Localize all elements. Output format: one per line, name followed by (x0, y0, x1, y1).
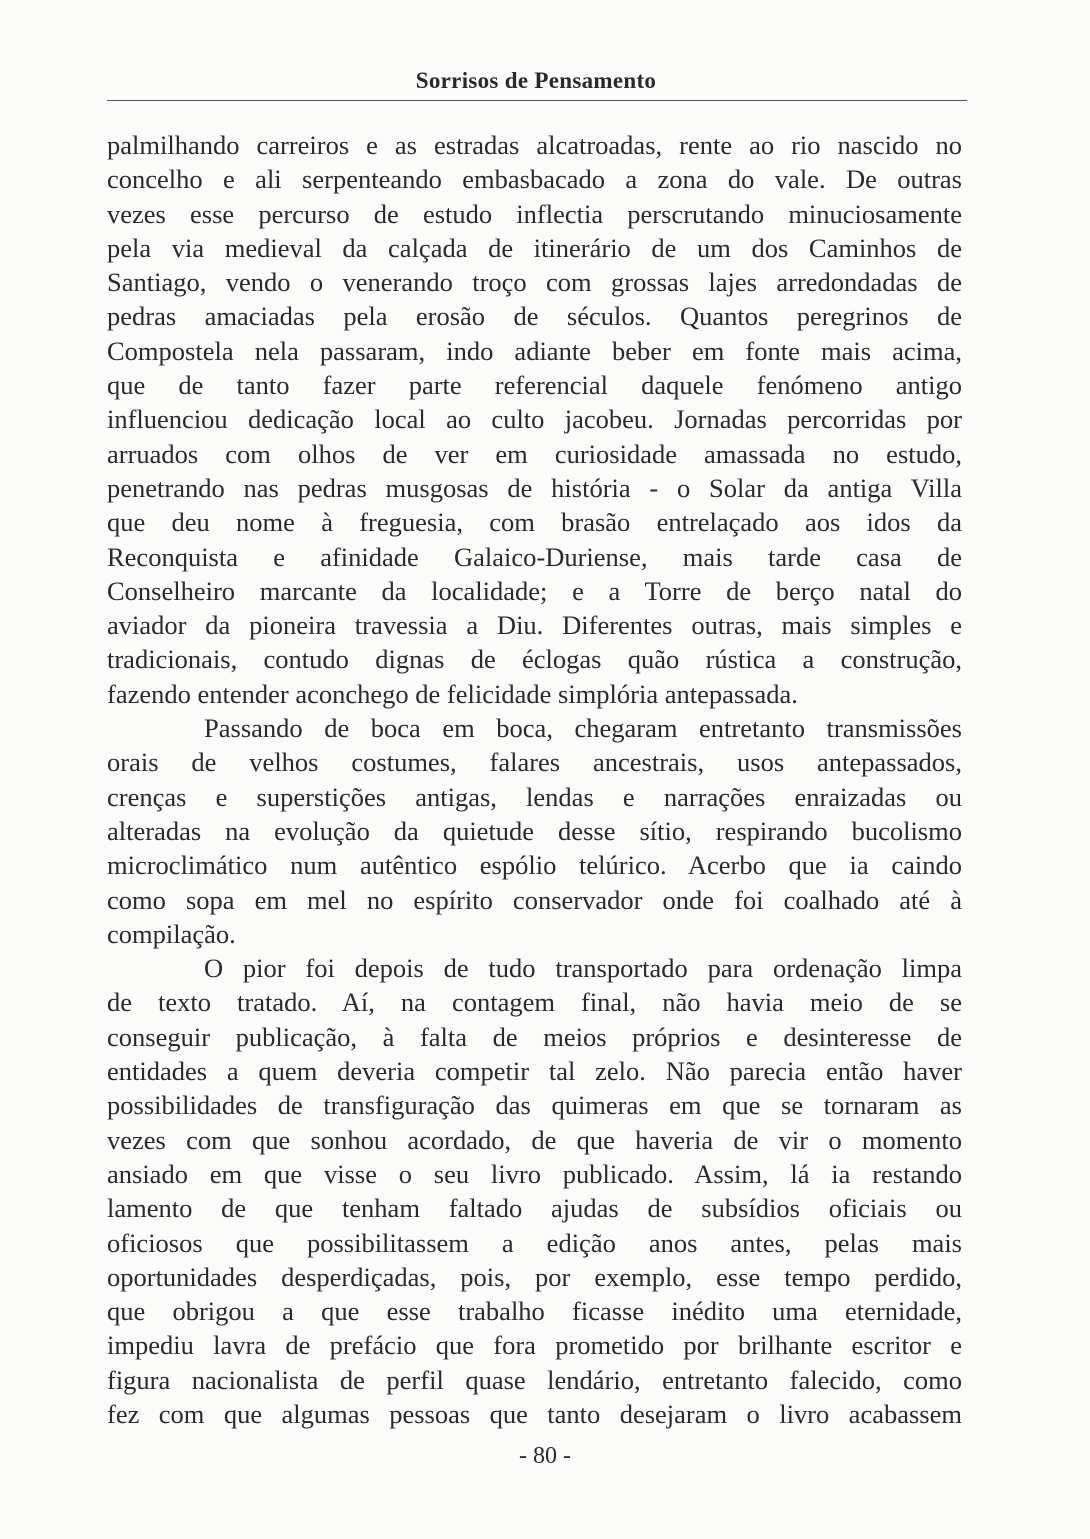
text-line: crenças e superstições antigas, lendas e narrações enraizadas ou (107, 781, 962, 812)
text-line: compilação. (107, 918, 236, 949)
text-line: impediu lavra de prefácio que fora prometido por brilhante escritor e (107, 1330, 962, 1361)
text-line: que de tanto fazer parte referencial daquele fenómeno antigo (107, 370, 962, 401)
text-line: Compostela nela passaram, indo adiante beber em fonte mais acima, (107, 335, 962, 366)
paragraph (107, 711, 962, 951)
header-rule (107, 100, 967, 101)
text-line: vezes com que sonhou acordado, de que haveria de vir o momento (107, 1124, 962, 1155)
text-line: fez com que algumas pessoas que tanto desejaram o livro acabassem (107, 1398, 962, 1429)
text-line: como sopa em mel no espírito conservador onde foi coalhado até à (107, 884, 962, 915)
paragraph (107, 951, 962, 1431)
text-line: O pior foi depois de tudo transportado para ordenação limpa (204, 953, 962, 984)
text-line: tradicionais, contudo dignas de éclogas quão rústica a construção, (107, 644, 962, 675)
text-line: microclimático num autêntico espólio telúrico. Acerbo que ia caindo (107, 850, 962, 881)
text-line: aviador da pioneira travessia a Diu. Diferentes outras, mais simples e (107, 610, 962, 641)
page-number: - 80 - (519, 1443, 571, 1469)
text-line: vezes esse percurso de estudo inflectia perscrutando minuciosamente (107, 198, 962, 229)
text-line: Conselheiro marcante da localidade; e a Torre de berço natal do (107, 575, 962, 606)
paragraph (107, 128, 962, 711)
text-line: lamento de que tenham faltado ajudas de subsídios oficiais ou (107, 1193, 962, 1224)
text-line: arruados com olhos de ver em curiosidade amassada no estudo, (107, 438, 962, 469)
text-line: influenciou dedicação local ao culto jacobeu. Jornadas percorridas por (107, 404, 962, 435)
text-line: figura nacionalista de perfil quase lendário, entretanto falecido, como (107, 1364, 962, 1395)
text-line: concelho e ali serpenteando embasbacado a zona do vale. De outras (107, 164, 962, 195)
text-line: oficiosos que possibilitassem a edição anos antes, pelas mais (107, 1227, 962, 1258)
text-line: pela via medieval da calçada de itinerário de um dos Caminhos de (107, 232, 962, 263)
text-line: Santiago, vendo o venerando troço com grossas lajes arredondadas de (107, 267, 962, 298)
text-line: ansiado em que visse o seu livro publicado. Assim, lá ia restando (107, 1158, 962, 1189)
text-line: Reconquista e afinidade Galaico-Duriense, mais tarde casa de (107, 541, 962, 572)
text-line: que obrigou a que esse trabalho ficasse inédito uma eternidade, (107, 1296, 962, 1327)
text-line: alteradas na evolução da quietude desse sítio, respirando bucolismo (107, 815, 962, 846)
text-line: oportunidades desperdiçadas, pois, por exemplo, esse tempo perdido, (107, 1261, 962, 1292)
text-line: penetrando nas pedras musgosas de história - o Solar da antiga Villa (107, 472, 962, 503)
text-line: palmilhando carreiros e as estradas alcatroadas, rente ao rio nascido no (107, 130, 962, 160)
text-line: Passando de boca em boca, chegaram entretanto transmissões (204, 713, 962, 744)
text-line: de texto tratado. Aí, na contagem final, não havia meio de se (107, 987, 962, 1018)
text-line: orais de velhos costumes, falares ancestrais, usos antepassados, (107, 747, 962, 778)
text-line: possibilidades de transfiguração das quimeras em que se tornaram as (107, 1090, 962, 1121)
text-line: que deu nome à freguesia, com brasão entrelaçado aos idos da (107, 507, 962, 538)
text-line: conseguir publicação, à falta de meios próprios e desinteresse de (107, 1021, 962, 1052)
text-line: fazendo entender aconchego de felicidade simplória antepassada. (107, 678, 798, 709)
running-header: Sorrisos de Pensamento (415, 68, 657, 93)
body-text (107, 128, 962, 1431)
text-line: pedras amaciadas pela erosão de séculos. Quantos peregrinos de (107, 301, 962, 332)
text-line: entidades a quem deveria competir tal zelo. Não parecia então haver (107, 1056, 962, 1087)
